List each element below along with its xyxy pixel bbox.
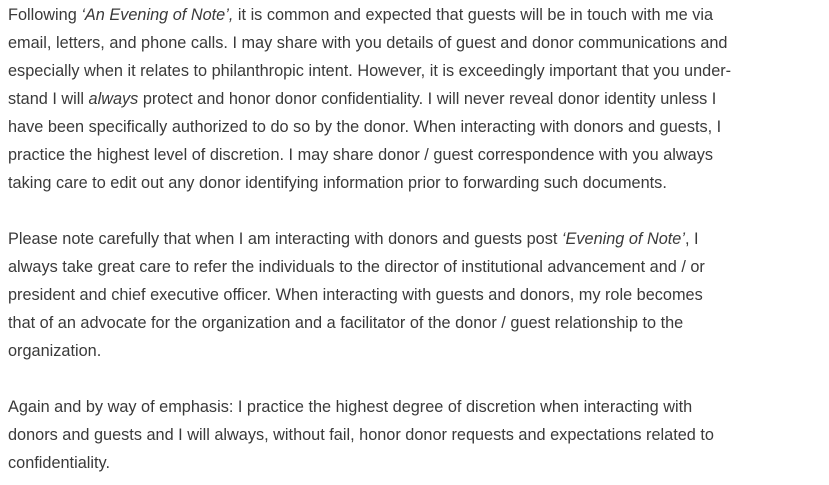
paragraph-emphasis [8,393,823,477]
text-line: organization. [8,342,102,360]
text-line: confidentiality. [8,454,110,472]
text-line: always take great care to refer the individuals to the director of institutional advancement and / or [8,258,705,276]
text-line: Please note carefully that when I am interacting with donors and guests post ‘Evening of Note’, I [8,230,699,248]
text-line: email, letters, and phone calls. I may share with you details of guest and donor communications and [8,34,728,52]
text-line: president and chief executive officer. When interacting with guests and donors, my role becomes [8,286,703,304]
paragraph-donor-communications [8,1,823,197]
text-line: taking care to edit out any donor identifying information prior to forwarding such documents. [8,174,667,192]
text-line: Again and by way of emphasis: I practice the highest degree of discretion when interacting with [8,398,693,416]
text-line: stand I will always protect and honor donor confidentiality. I will never reveal donor identity unless I [8,90,717,108]
text-line: Following ‘An Evening of Note’, it is common and expected that guests will be in touch with me via [8,6,714,24]
text-line: donors and guests and I will always, without fail, honor donor requests and expectations related to [8,426,714,444]
paragraph-post-event-interaction [8,225,823,365]
document-body [8,1,823,477]
text-line: practice the highest level of discretion. I may share donor / guest correspondence with you always [8,146,713,164]
text-line: especially when it relates to philanthropic intent. However, it is exceedingly important that you under- [8,62,732,80]
text-line: have been specifically authorized to do so by the donor. When interacting with donors and guests, I [8,118,722,136]
text-line: that of an advocate for the organization and a facilitator of the donor / guest relationship to the [8,314,684,332]
